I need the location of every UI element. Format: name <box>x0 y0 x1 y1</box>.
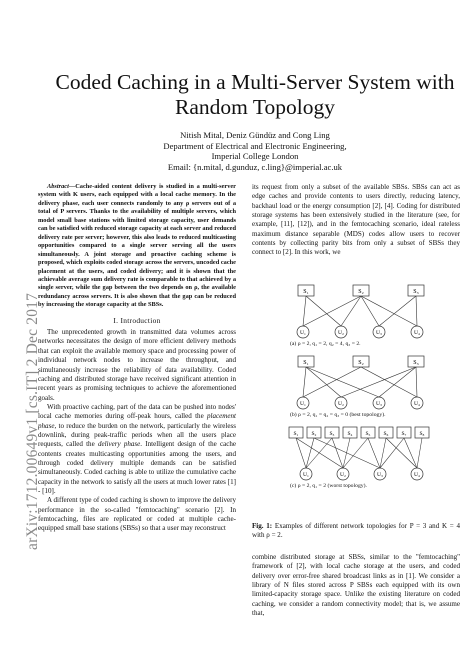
subcaption-b: (b) ρ = 2, q₁ = q₂ = q₃ = 0 (best topology). <box>290 412 386 418</box>
server-label: S₁ <box>303 289 309 295</box>
topology-a-graph <box>286 282 436 340</box>
topology-c-users <box>300 468 423 480</box>
server-label: S₂ <box>358 289 364 295</box>
topology-b-users <box>297 397 423 409</box>
topology-diagram-a <box>286 282 436 348</box>
intro-p2-emphasis-delivery: delivery phase <box>97 440 141 449</box>
server-label: S₈ <box>419 431 425 437</box>
left-column <box>38 183 236 534</box>
author-department: Department of Electrical and Electronic Engineering, <box>163 140 347 151</box>
server-label: S₇ <box>401 431 407 437</box>
user-label: U₃ <box>377 472 383 478</box>
author-email: Email: {n.mital, d.gunduz, c.ling}@imperial.ac.uk <box>167 161 343 172</box>
paper-title: Coded Caching in a Multi-Server System with Random Topology <box>55 70 455 119</box>
user-label: U₁ <box>303 472 309 478</box>
intro-p2-part-a: With proactive caching, part of the data can be pushed into nodes' local cache memories during off-peak hours, called the <box>38 402 236 421</box>
topology-c-graph <box>286 424 436 482</box>
topology-b-graph <box>286 353 436 411</box>
right-column-bottom <box>252 553 460 618</box>
topology-b-edges <box>303 367 417 397</box>
user-label: U₄ <box>414 472 420 478</box>
server-label: S₃ <box>413 360 419 366</box>
topology-a-users <box>297 326 423 338</box>
figure-label: Fig. 1: <box>252 522 273 530</box>
figure-1 <box>286 282 436 495</box>
topology-diagram-b <box>286 353 436 419</box>
author-institution: Imperial College London <box>211 151 299 162</box>
subcaption-c: (c) ρ = 2, q₁ = 2 (worst topology). <box>290 483 367 489</box>
author-block <box>40 130 470 172</box>
server-label: S₆ <box>383 431 389 437</box>
topology-b-servers <box>298 356 424 367</box>
intro-paragraph-3: A different type of coded caching is shown to improve the delivery performance in the so-called "femtocaching" scenario [2]. In femtocaching, files are replicated or coded at multiple cache-equipped small base stations (SBSs) so that a user may reconstruct <box>38 496 236 533</box>
right-bottom-paragraph: combine distributed storage at SBSs, similar to the "femtocaching" framework of [2], with local cache storage at the users, and coded delivery over error-free shared broadcast links as in [1]. We consider a library of N files stored across P SBSs each equipped with its own limited-capacity storage space. Unlike the existing literature on coded caching, we consider a random connectivity model; that is, we assume that, <box>252 553 460 618</box>
server-label: S₅ <box>365 431 371 437</box>
user-label: U₃ <box>376 401 382 407</box>
intro-p2-part-b: , to reduce the burden on the network, particularly the wireless downlink, during peak-traffic periods when all the users place requests, called the <box>38 421 236 449</box>
abstract <box>38 183 236 310</box>
intro-p2-emphasis-placement: placement phase <box>38 412 236 430</box>
right-column-top <box>252 183 460 258</box>
intro-paragraph-1: The unprecedented growth in transmitted data volumes across networks necessitates the design of more efficient delivery methods that can exploit the available memory space and processing power of individual network nodes to increase the throughput, and simultaneously increase the reliability of data availability. Coded caching and distributed storage have received significant attention in recent years as promising techniques to achieve the aforementioned goals. <box>38 328 236 402</box>
figure-caption-text: Examples of different network topologies for P = 3 and K = 4 with ρ = 2. <box>252 522 460 540</box>
user-label: U₁ <box>300 330 306 336</box>
intro-paragraph-2 <box>38 403 236 496</box>
author-names: Nitish Mital, Deniz Gündüz and Cong Ling <box>180 130 330 140</box>
right-column-paragraph: its request from only a subset of the available SBSs. SBSs can act as edge caches and provide contents to users directly, reducing latency, backhaul load or the energy consumption [2], [4]. Coding for distributed storage systems has been extensively studied in the literature (see, for example, [11], [12]), and in the femtocaching scenario, ideal rateless maximum distance separable (MDS) codes allow users to recover contents by collecting parity bits from only a subset of SBSs they connect to [2]. In this work, we <box>252 183 460 257</box>
figure-caption <box>252 522 460 541</box>
server-label: S₂ <box>311 431 317 437</box>
subcaption-a: (a) ρ = 2, q₁ = 2, q₂ = 4, q₃ = 2. <box>290 341 361 347</box>
server-label: S₄ <box>347 431 353 437</box>
user-label: U₄ <box>414 330 420 336</box>
topology-a-edges <box>303 296 417 326</box>
section-heading-introduction: I. Introduction <box>113 315 161 325</box>
arxiv-identifier: arXiv:1712.00649v1 [cs.IT] 2 Dec 2017 <box>24 292 41 550</box>
abstract-text: —Cache-aided content delivery is studied in a multi-server system with K users, each equipped with a local cache memory. In the delivery phase, each user connects randomly to any ρ servers out of a total of P servers. Thanks to the availability of multiple servers, which model small base stations with limited storage capacity, user demands can be satisfied with reduced storage capacity at each server and reduced delivery rate per server; however, this also leads to reduced multicasting opportunities compared to a single server serving all the users simultaneously. A joint storage and proactive caching scheme is proposed, which exploits coded storage across the servers, uncoded cache placement at the users, and coded delivery; and it is shown that the achievable average sum delivery rate is comparable to that achieved by a single server, while the gap between the two depends on ρ, the available redundancy across servers. It is also shown that the gap can be reduced by increasing the storage capacity at the SBSs. <box>38 183 236 309</box>
topology-a-servers <box>298 285 424 296</box>
abstract-label: Abstract <box>47 183 69 190</box>
server-label: S₁ <box>303 360 309 366</box>
topology-c-edges <box>296 438 422 468</box>
topology-c-servers <box>289 427 429 438</box>
topology-diagram-c <box>286 424 436 490</box>
server-label: S₃ <box>329 431 335 437</box>
user-label: U₂ <box>340 472 346 478</box>
user-label: U₄ <box>414 401 420 407</box>
user-label: U₃ <box>376 330 382 336</box>
server-label: S₃ <box>413 289 419 295</box>
server-label: S₂ <box>358 360 364 366</box>
intro-p2-part-c: . Intelligent design of the cache contents creates multicasting opportunities among the users, and through coded delivery multiple demands can be satisfied simultaneously. Coded caching is able to utilize the cumulative cache capacity in the network to satisfy all the users at much lower rates [1] - [10]. <box>38 440 236 495</box>
user-label: U₁ <box>300 401 306 407</box>
server-label: S₁ <box>293 431 299 437</box>
user-label: U₂ <box>338 401 344 407</box>
arxiv-stamp <box>6 150 41 550</box>
user-label: U₂ <box>338 330 344 336</box>
